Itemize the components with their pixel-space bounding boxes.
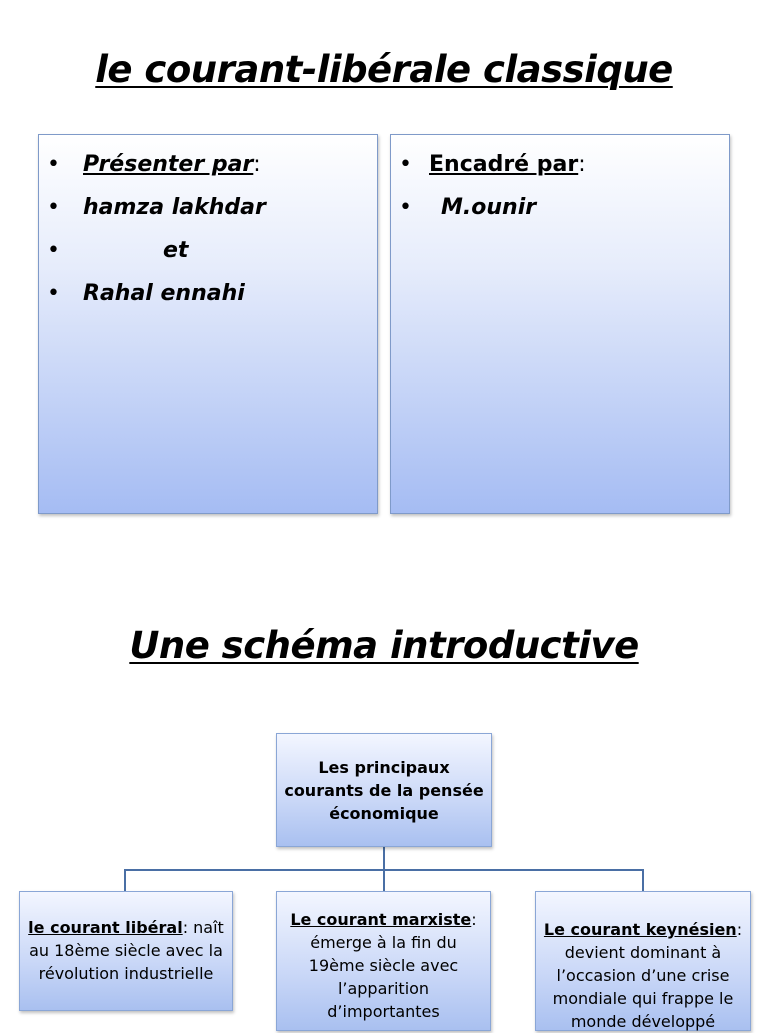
list-item	[47, 143, 369, 186]
presenter-name-2: Rahal ennahi	[83, 281, 245, 306]
list-item	[47, 272, 369, 315]
list-item	[47, 229, 369, 272]
supervised-by-label: Encadré par	[429, 152, 579, 177]
connector-middle	[383, 869, 385, 891]
bullet-icon: •	[47, 152, 60, 177]
chart-node-marxiste	[276, 891, 491, 1031]
main-title: le courant-libérale classique	[95, 48, 673, 91]
chart-node-liberal	[19, 891, 233, 1011]
bullet-icon: •	[47, 195, 60, 220]
chart-root-node	[276, 733, 492, 847]
bullet-icon: •	[47, 281, 60, 306]
connector-right	[642, 869, 644, 891]
presenter-name-1: hamza lakhdar	[83, 195, 266, 220]
connector-root-down	[383, 847, 385, 870]
node-heading: le courant libéral	[28, 918, 183, 937]
node-body: émerge à la fin du 19ème siècle avec l’apparition d’importantes	[308, 933, 459, 1021]
bullet-icon: •	[399, 195, 412, 220]
node-separator: :	[182, 918, 189, 937]
node-body: naît au 18ème siècle avec la révolution industrielle	[29, 918, 224, 983]
presenters-panel	[38, 134, 378, 514]
node-separator: :	[471, 910, 477, 929]
bullet-icon: •	[399, 152, 412, 177]
supervisor-name: M.ounir	[441, 195, 537, 220]
label-colon: :	[578, 152, 586, 177]
node-heading: Le courant marxiste	[290, 910, 472, 929]
schema-title: Une schéma introductive	[129, 624, 639, 667]
presenter-conjunction: et	[163, 238, 189, 263]
list-item	[399, 186, 721, 229]
node-body: devient dominant à l’occasion d’une crise mondiale qui frappe le monde développé	[552, 943, 734, 1031]
node-heading: Le courant keynésien	[543, 920, 737, 939]
label-colon: :	[253, 152, 261, 177]
chart-node-keynesien	[535, 891, 751, 1031]
bullet-icon: •	[47, 238, 60, 263]
list-item	[399, 143, 721, 186]
node-separator: :	[736, 920, 743, 939]
connector-left	[124, 869, 126, 891]
supervisor-panel	[390, 134, 730, 514]
list-item	[47, 186, 369, 229]
presented-by-label: Présenter par	[83, 152, 254, 177]
supervisor-list	[399, 143, 721, 229]
presenters-list	[47, 143, 369, 315]
chart-root-text: Les principaux courants de la pensée économique	[284, 758, 484, 823]
